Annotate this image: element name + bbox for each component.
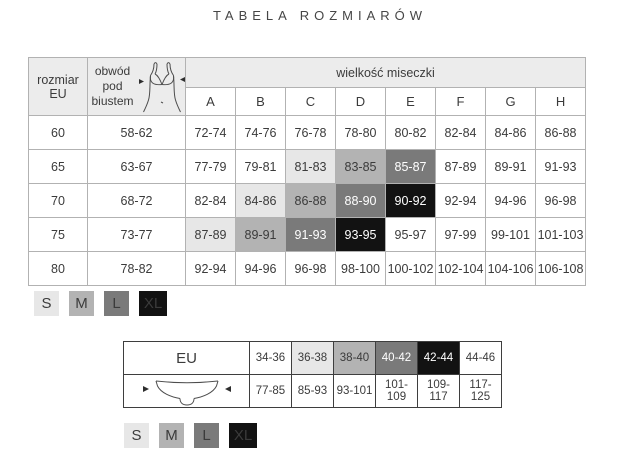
bust-range-cell: 83-85	[336, 150, 386, 184]
bust-range-cell: 72-74	[186, 116, 236, 150]
bust-range-cell: 99-101	[486, 218, 536, 252]
cup-letter: A	[186, 88, 236, 116]
bust-range-cell: 94-96	[236, 252, 286, 286]
bust-range-cell: 93-95	[336, 218, 386, 252]
bra-size-row	[29, 218, 586, 252]
bust-range-cell: 91-93	[286, 218, 336, 252]
bra-size-row	[29, 150, 586, 184]
bust-range-cell: 89-91	[486, 150, 536, 184]
bra-size-row	[29, 252, 586, 286]
cup-size-header: wielkość miseczki	[186, 58, 586, 88]
size-eu-value: 70	[29, 184, 88, 218]
bust-range-cell: 95-97	[386, 218, 436, 252]
bust-range-cell: 77-79	[186, 150, 236, 184]
bust-range-cell: 86-88	[286, 184, 336, 218]
bra-size-row	[29, 184, 586, 218]
underbust-header-label: obwód pod biustem	[91, 64, 134, 108]
bust-range-cell: 104-106	[486, 252, 536, 286]
bust-range-cell: 98-100	[336, 252, 386, 286]
panty-size-table	[123, 341, 502, 408]
bust-range-cell: 78-80	[336, 116, 386, 150]
page-title: TABELA ROZMIARÓW	[212, 8, 428, 23]
hip-range-cell: 109-117	[418, 375, 460, 408]
bust-range-cell: 100-102	[386, 252, 436, 286]
bust-range-cell: 94-96	[486, 184, 536, 218]
cup-letter: G	[486, 88, 536, 116]
bust-range-cell: 89-91	[236, 218, 286, 252]
bust-range-cell: 76-78	[286, 116, 336, 150]
underbust-range: 58-62	[88, 116, 186, 150]
eu-size-cell: 36-38	[292, 342, 334, 375]
underbust-range: 63-67	[88, 150, 186, 184]
size-eu-value: 60	[29, 116, 88, 150]
cup-letter: E	[386, 88, 436, 116]
legend-swatch-l: L	[104, 291, 129, 316]
bust-range-cell: 90-92	[386, 184, 436, 218]
hip-range-cell: 77-85	[250, 375, 292, 408]
bust-range-cell: 82-84	[186, 184, 236, 218]
cup-letter: D	[336, 88, 386, 116]
legend-swatch-xl: XL	[229, 423, 257, 448]
eu-size-cell: 42-44	[418, 342, 460, 375]
bust-range-cell: 91-93	[536, 150, 586, 184]
bust-range-cell: 84-86	[236, 184, 286, 218]
underbust-range: 68-72	[88, 184, 186, 218]
bust-range-cell: 96-98	[286, 252, 336, 286]
bust-range-cell: 87-89	[436, 150, 486, 184]
cup-letter: B	[236, 88, 286, 116]
hip-range-cell: 85-93	[292, 375, 334, 408]
underbust-range: 73-77	[88, 218, 186, 252]
cup-letter: H	[536, 88, 586, 116]
panty-measure-icon	[124, 376, 249, 406]
bra-size-row	[29, 116, 586, 150]
size-eu-value: 65	[29, 150, 88, 184]
hip-range-cell: 93-101	[334, 375, 376, 408]
bust-range-cell: 79-81	[236, 150, 286, 184]
bust-range-cell: 86-88	[536, 116, 586, 150]
panty-size-legend	[124, 423, 257, 448]
cup-letter: F	[436, 88, 486, 116]
eu-size-cell: 44-46	[460, 342, 502, 375]
bust-range-cell: 74-76	[236, 116, 286, 150]
legend-swatch-m: M	[159, 423, 184, 448]
legend-swatch-s: S	[124, 423, 149, 448]
underbust-header	[88, 58, 186, 116]
eu-label: EU	[124, 342, 250, 375]
size-eu-value: 75	[29, 218, 88, 252]
bust-range-cell: 96-98	[536, 184, 586, 218]
underbust-range: 78-82	[88, 252, 186, 286]
legend-swatch-m: M	[69, 291, 94, 316]
eu-size-cell: 40-42	[376, 342, 418, 375]
hip-range-cell: 101-109	[376, 375, 418, 408]
panty-measure-icon-cell	[124, 375, 250, 408]
bust-range-cell: 84-86	[486, 116, 536, 150]
eu-size-cell: 38-40	[334, 342, 376, 375]
bra-size-table	[28, 57, 586, 286]
cup-letter: C	[286, 88, 336, 116]
legend-swatch-s: S	[34, 291, 59, 316]
panty-hip-row	[124, 375, 502, 408]
hip-range-cell: 117-125	[460, 375, 502, 408]
bust-range-cell: 81-83	[286, 150, 336, 184]
size-eu-value: 80	[29, 252, 88, 286]
eu-size-cell: 34-36	[250, 342, 292, 375]
bust-range-cell: 87-89	[186, 218, 236, 252]
bust-range-cell: 106-108	[536, 252, 586, 286]
bust-range-cell: 82-84	[436, 116, 486, 150]
bust-range-cell: 80-82	[386, 116, 436, 150]
size-eu-header: rozmiar EU	[29, 58, 88, 116]
bust-range-cell: 92-94	[436, 184, 486, 218]
bust-range-cell: 97-99	[436, 218, 486, 252]
bra-size-legend	[34, 291, 167, 316]
bust-range-cell: 85-87	[386, 150, 436, 184]
panty-eu-row	[124, 342, 502, 375]
bra-measure-icon	[139, 60, 185, 114]
bust-range-cell: 101-103	[536, 218, 586, 252]
legend-swatch-xl: XL	[139, 291, 167, 316]
bust-range-cell: 102-104	[436, 252, 486, 286]
bust-range-cell: 88-90	[336, 184, 386, 218]
legend-swatch-l: L	[194, 423, 219, 448]
bust-range-cell: 92-94	[186, 252, 236, 286]
